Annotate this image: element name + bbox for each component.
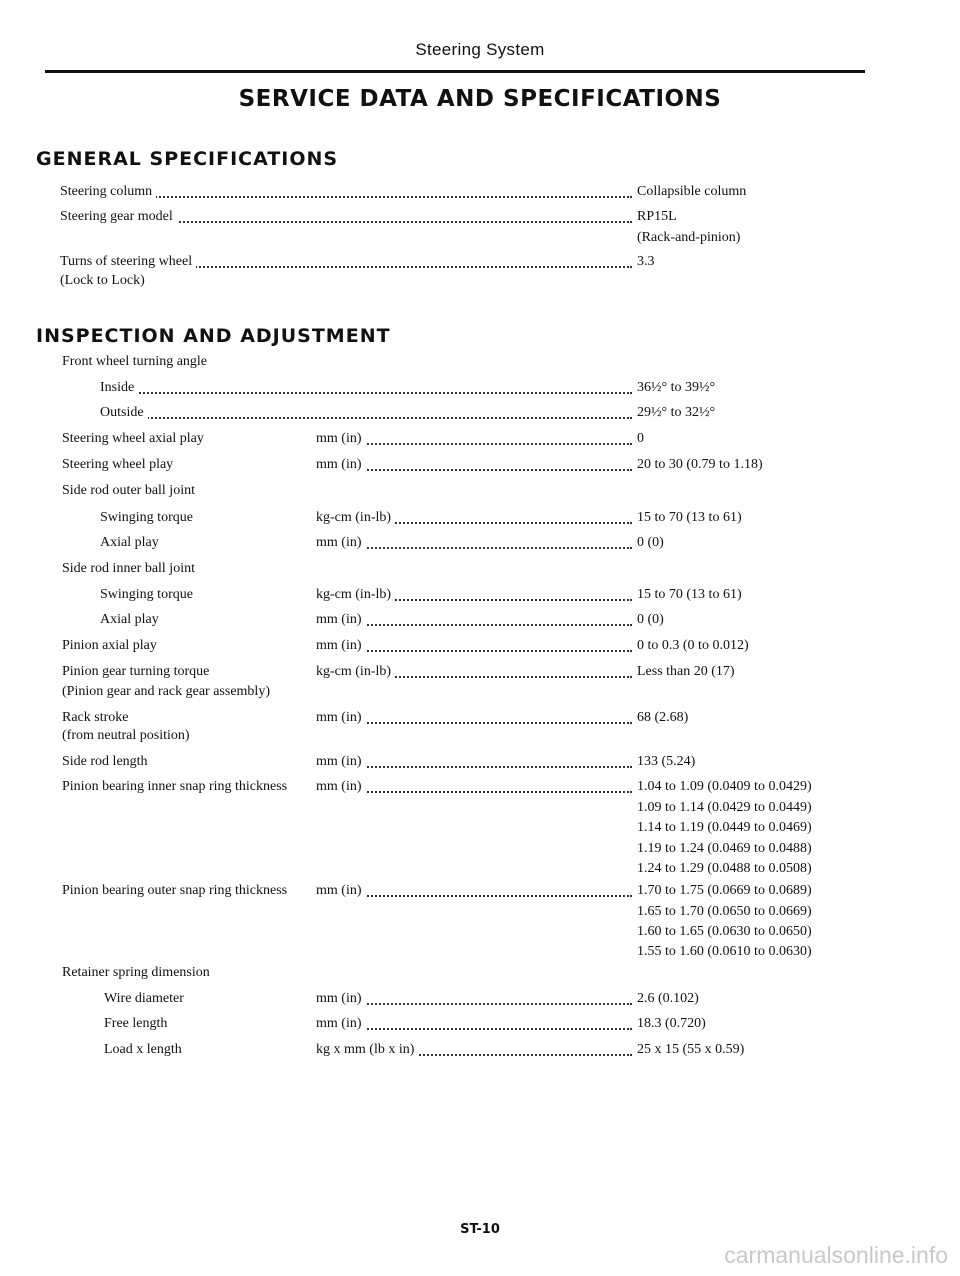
spec-value: 20 to 30 (0.79 to 1.18)	[637, 457, 763, 472]
spec-value: 0 (0)	[637, 612, 664, 627]
dot-leader	[100, 392, 632, 394]
spec-unit: mm (in)	[316, 881, 366, 901]
spec-label: Axial play	[100, 533, 163, 553]
spec-label: Swinging torque	[100, 585, 197, 605]
dot-leader	[100, 417, 632, 419]
spec-unit: mm (in)	[316, 455, 366, 475]
spec-value: 133 (5.24)	[637, 754, 696, 769]
inspection-adjustment-heading: INSPECTION AND ADJUSTMENT	[36, 325, 391, 347]
spec-value: 0 (0)	[637, 535, 664, 550]
spec-label: Steering wheel play	[62, 455, 177, 475]
spec-label: Steering wheel axial play	[62, 429, 208, 449]
spec-label: Steering gear model	[60, 207, 177, 227]
page-header: Steering System	[415, 40, 545, 59]
spec-row-pinion-axial-play	[0, 636, 960, 656]
spec-unit: kg-cm (in-lb)	[316, 508, 395, 528]
spec-label: Inside	[100, 378, 138, 398]
spec-unit: mm (in)	[316, 989, 366, 1009]
spec-row-rack-stroke	[0, 708, 960, 728]
spec-label: Steering column	[60, 182, 156, 202]
page-title: SERVICE DATA AND SPECIFICATIONS	[238, 86, 722, 112]
spec-unit: mm (in)	[316, 533, 366, 553]
spec-value: 15 to 70 (13 to 61)	[637, 587, 742, 602]
spec-row-inner-axial-play	[0, 610, 960, 630]
spec-row-inner-snap-ring	[0, 777, 960, 797]
watermark: carmanualsonline.info	[724, 1242, 948, 1268]
spec-value: RP15L	[637, 209, 677, 224]
spec-value: 29½° to 32½°	[637, 405, 716, 420]
spec-unit: mm (in)	[316, 752, 366, 772]
spec-unit: mm (in)	[316, 708, 366, 728]
spec-label: Pinion bearing outer snap ring thickness	[62, 881, 291, 901]
snap-ring-value: 1.65 to 1.70 (0.0650 to 0.0669)	[637, 904, 812, 919]
spec-value: 0 to 0.3 (0 to 0.012)	[637, 638, 749, 653]
spec-row-pinion-torque	[0, 662, 960, 682]
snap-ring-value: 1.09 to 1.14 (0.0429 to 0.0449)	[637, 800, 812, 815]
spec-row-wheel-play	[0, 455, 960, 475]
spec-value: 2.6 (0.102)	[637, 991, 699, 1006]
spec-label: Wire diameter	[104, 989, 188, 1009]
spec-label: Outside	[100, 403, 148, 423]
snap-ring-value: 1.55 to 1.60 (0.0610 to 0.0630)	[637, 944, 812, 959]
spec-row-free-length	[0, 1014, 960, 1034]
spec-unit: mm (in)	[316, 636, 366, 656]
group-label-retainer-spring: Retainer spring dimension	[62, 965, 210, 980]
spec-label: Pinion axial play	[62, 636, 161, 656]
spec-value: 1.04 to 1.09 (0.0409 to 0.0429)	[637, 779, 812, 794]
spec-value: 15 to 70 (13 to 61)	[637, 510, 742, 525]
header-rule	[45, 70, 865, 73]
spec-label: Side rod length	[62, 752, 152, 772]
spec-row-outer-swinging-torque	[0, 508, 960, 528]
spec-label: Free length	[104, 1014, 171, 1034]
spec-value: 18.3 (0.720)	[637, 1016, 706, 1031]
spec-label: Pinion gear turning torque	[62, 662, 213, 682]
spec-row-inside	[0, 378, 960, 398]
spec-unit: mm (in)	[316, 429, 366, 449]
spec-row-side-rod-length	[0, 752, 960, 772]
spec-unit: kg-cm (in-lb)	[316, 662, 395, 682]
spec-label: Load x length	[104, 1040, 186, 1060]
spec-row-inner-swinging-torque	[0, 585, 960, 605]
page-number: ST-10	[460, 1222, 500, 1237]
snap-ring-value: 1.14 to 1.19 (0.0449 to 0.0469)	[637, 820, 812, 835]
spec-row-outer-axial-play	[0, 533, 960, 553]
group-label-front-wheel-angle: Front wheel turning angle	[62, 354, 208, 369]
general-specifications-heading: GENERAL SPECIFICATIONS	[36, 148, 339, 170]
spec-label: Turns of steering wheel	[60, 252, 196, 272]
spec-value: 1.70 to 1.75 (0.0669 to 0.0689)	[637, 883, 812, 898]
spec-value: 3.3	[637, 254, 655, 269]
spec-row-turns	[0, 252, 960, 272]
spec-row-gear-model	[0, 207, 960, 227]
spec-value: 68 (2.68)	[637, 710, 689, 725]
spec-label: Swinging torque	[100, 508, 197, 528]
spec-value: Collapsible column	[637, 184, 747, 199]
spec-row-wire-diameter	[0, 989, 960, 1009]
spec-row-outside	[0, 403, 960, 423]
spec-unit: mm (in)	[316, 777, 366, 797]
spec-row-outer-snap-ring	[0, 881, 960, 901]
spec-unit: mm (in)	[316, 610, 366, 630]
spec-label-continuation: (from neutral position)	[62, 728, 190, 743]
spec-value: Less than 20 (17)	[637, 664, 735, 679]
spec-label: Rack stroke	[62, 708, 132, 728]
group-label-inner-ball-joint: Side rod inner ball joint	[62, 561, 195, 576]
snap-ring-value: 1.19 to 1.24 (0.0469 to 0.0488)	[637, 841, 812, 856]
spec-unit: kg-cm (in-lb)	[316, 585, 395, 605]
spec-label: Pinion bearing inner snap ring thickness	[62, 777, 291, 797]
spec-label-continuation: (Pinion gear and rack gear assembly)	[62, 684, 270, 699]
spec-value: 25 x 15 (55 x 0.59)	[637, 1042, 745, 1057]
spec-value-continuation: (Rack-and-pinion)	[637, 230, 741, 245]
spec-label-continuation: (Lock to Lock)	[60, 273, 145, 288]
spec-row-steering-column	[0, 182, 960, 202]
spec-unit: kg x mm (lb x in)	[316, 1040, 418, 1060]
spec-row-load-length	[0, 1040, 960, 1060]
group-label-outer-ball-joint: Side rod outer ball joint	[62, 483, 195, 498]
snap-ring-value: 1.60 to 1.65 (0.0630 to 0.0650)	[637, 924, 812, 939]
spec-value: 36½° to 39½°	[637, 380, 716, 395]
spec-row-axial-play	[0, 429, 960, 449]
spec-unit: mm (in)	[316, 1014, 366, 1034]
spec-label: Axial play	[100, 610, 163, 630]
spec-value: 0	[637, 431, 644, 446]
snap-ring-value: 1.24 to 1.29 (0.0488 to 0.0508)	[637, 861, 812, 876]
